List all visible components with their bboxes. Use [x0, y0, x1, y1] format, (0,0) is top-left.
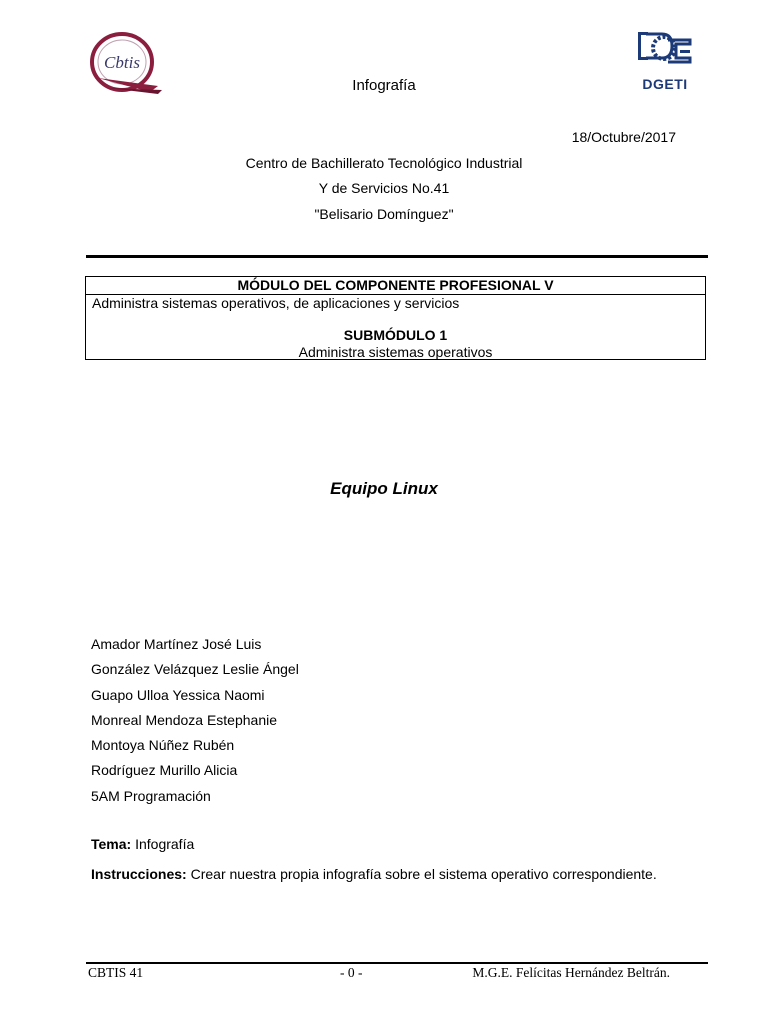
team-name: Equipo Linux — [330, 479, 438, 498]
page-number: - 0 - — [340, 965, 363, 980]
topic-line — [91, 836, 194, 852]
footer-school: CBTIS 41 — [88, 965, 144, 980]
instructions-label: Instrucciones: — [91, 866, 187, 882]
list-item: Guapo Ulloa Yessica Naomi — [91, 686, 265, 703]
list-item: Montoya Núñez Rubén — [91, 737, 235, 754]
document-date: 18/Octubre/2017 — [571, 129, 676, 145]
member-list — [91, 634, 299, 811]
svg-text:Cbtis: Cbtis — [104, 53, 140, 72]
list-item: Monreal Mendoza Estephanie — [91, 711, 278, 728]
institution-line-2: Y de Servicios No.41 — [318, 180, 450, 196]
dgeti-logo-text: DGETI — [642, 76, 688, 92]
module-title: MÓDULO DEL COMPONENTE PROFESIONAL V — [86, 277, 705, 295]
topic-value: Infografía — [135, 836, 195, 852]
module-description: Administra sistemas operativos, de aplicaciones y servicios — [92, 295, 460, 311]
list-item: Rodríguez Murillo Alicia — [91, 762, 238, 779]
institution-line-1: Centro de Bachillerato Tecnológico Industrial — [245, 155, 523, 171]
instructions-text: Crear nuestra propia infografía sobre el sistema operativo correspondiente. — [190, 866, 657, 882]
footer-author: M.G.E. Felícitas Hernández Beltrán. — [472, 965, 670, 980]
institution-line-3: "Belisario Domínguez" — [314, 206, 454, 222]
submodule-description: Administra sistemas operativos — [298, 344, 493, 360]
footer-divider — [86, 962, 708, 964]
group-label: 5AM Programación — [91, 787, 211, 804]
list-item: Amador Martínez José Luis — [91, 636, 262, 652]
module-table — [85, 276, 706, 360]
submodule-title: SUBMÓDULO 1 — [343, 327, 448, 343]
topic-label: Tema: — [91, 836, 132, 852]
list-item: González Velázquez Leslie Ángel — [91, 661, 299, 678]
instructions-paragraph — [91, 861, 676, 887]
header-divider — [86, 255, 708, 258]
document-title: Infografía — [352, 77, 416, 94]
